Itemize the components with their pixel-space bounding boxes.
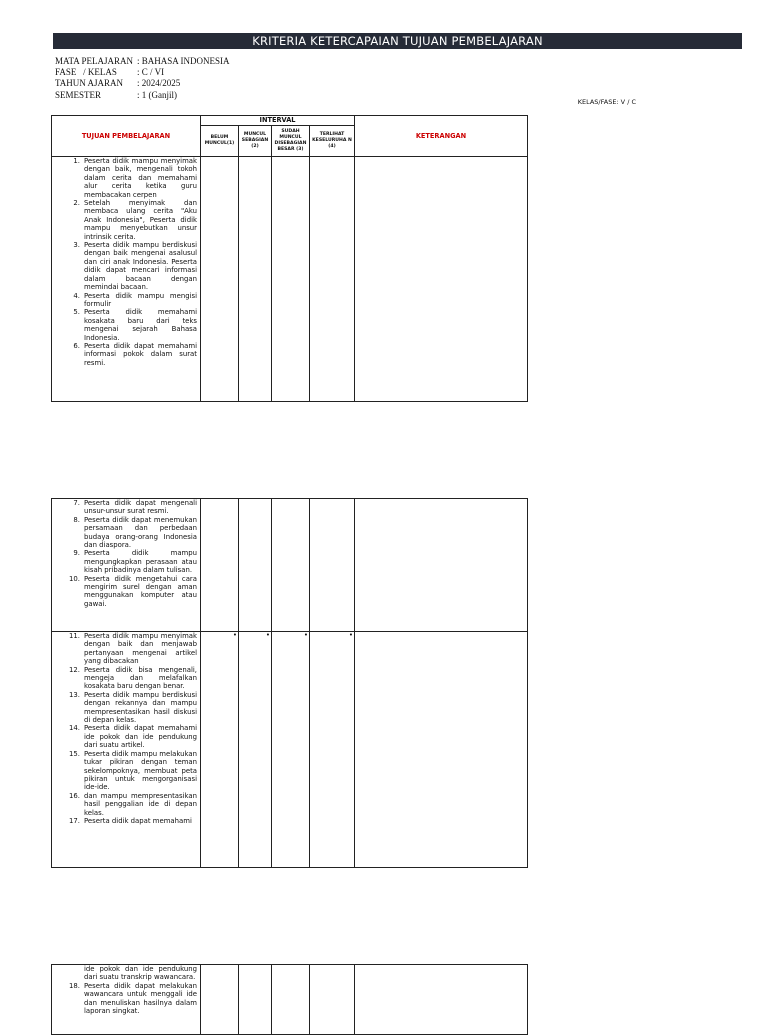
item-text: Peserta didik mampu menyimak dengan baik, mengenali tokoh dalam cerita dan memahami alur cerita ketika guru membacakan cerpen — [84, 157, 197, 199]
item-text: Peserta didik mampu mengungkapkan perasaan atau kisah pribadinya dalam tulisan. — [84, 549, 197, 575]
objectives-list — [52, 157, 200, 367]
list-item — [52, 499, 197, 516]
meta-row-subject — [55, 56, 230, 67]
item-text: Peserta didik mampu berdiskusi dengan rekannya dan mampu mempresentasikan hasil diskusi di depan kelas. — [84, 690, 197, 725]
item-text: Peserta didik dapat memahami — [84, 816, 192, 825]
meta-label: TAHUN AJARAN — [55, 78, 124, 89]
notes-cell[interactable] — [355, 157, 528, 402]
item-text: Peserta didik mengetahui cara mengirim surel dengan aman menggunakan komputer atau gawai. — [84, 574, 197, 608]
list-item — [52, 292, 197, 309]
table-row — [52, 499, 528, 632]
item-number: 16. — [69, 791, 80, 800]
list-item — [52, 308, 197, 342]
objectives-cell — [52, 499, 201, 632]
criteria-table-1 — [51, 115, 528, 402]
score-cell-1[interactable] — [201, 632, 239, 868]
list-item — [52, 241, 197, 291]
score-cell-3[interactable] — [272, 965, 310, 1035]
meta-value: : BAHASA INDONESIA — [137, 56, 230, 66]
item-number: 13. — [69, 690, 80, 699]
item-number: 7. — [73, 499, 80, 507]
meta-label: FASE / KELAS — [55, 67, 117, 78]
objectives-cell — [52, 632, 201, 868]
meta-row-semester — [55, 90, 230, 101]
list-item — [52, 575, 197, 609]
item-text: Peserta didik dapat memahami informasi pokok dalam surat resmi. — [84, 341, 197, 367]
list-item — [52, 817, 197, 825]
item-number: 4. — [73, 291, 80, 300]
item-text: Peserta didik bisa mengenali, mengeja dan melafalkan kosakata baru dengan benar. — [84, 665, 197, 691]
item-number: 2. — [73, 199, 80, 208]
objectives-cell — [52, 965, 201, 1035]
meta-label: MATA PELAJARAN — [55, 56, 134, 66]
table-row — [52, 965, 528, 1035]
document-title-banner — [53, 33, 742, 49]
list-item — [52, 157, 197, 199]
item-number: 8. — [73, 515, 80, 524]
meta-value: : 2024/2025 — [137, 78, 181, 89]
item-text: Peserta didik mampu mengisi formulir — [84, 291, 197, 308]
score-cell-4[interactable] — [310, 157, 355, 402]
score-cell-2[interactable] — [239, 632, 272, 868]
score-cell-2[interactable] — [239, 965, 272, 1035]
score-cell-3[interactable] — [272, 632, 310, 868]
item-text: Setelah menyimak dan membaca ulang cerita "Aku Anak Indonesia", Peserta didik mampu menyebutkan unsur intrinsik cerita. — [84, 199, 197, 241]
item-number: 18. — [69, 981, 80, 990]
header-interval: INTERVAL — [201, 116, 355, 126]
bullet-mark: • — [265, 631, 270, 639]
header-muncul-sebagian: MUNCUL SEBAGIAN (2) — [239, 126, 272, 157]
notes-cell[interactable] — [355, 965, 528, 1035]
score-cell-2[interactable] — [239, 499, 272, 632]
item-number: 9. — [73, 549, 80, 558]
criteria-table-3 — [51, 964, 528, 1035]
bullet-mark: • — [348, 631, 353, 639]
score-cell-2[interactable] — [239, 157, 272, 402]
score-cell-4[interactable] — [310, 632, 355, 868]
list-item — [52, 549, 197, 574]
class-phase-label: KELAS/FASE: V / C — [577, 98, 636, 106]
bullet-mark: • — [303, 631, 308, 639]
item-text: Peserta didik dapat mengenali unsur-unsur surat resmi. — [84, 499, 197, 516]
item-text: Peserta didik mampu melakukan tukar pikiran dengan teman sekelompoknya, membuat peta pikiran untuk mengorganisasi ide-ide. — [84, 749, 197, 792]
meta-info — [55, 56, 230, 101]
meta-label: SEMESTER — [55, 89, 102, 100]
header-terlihat-keseluruhan: TERLIHAT KESELURUHA N (4) — [310, 126, 355, 157]
item-number: 11. — [69, 632, 80, 640]
list-item — [52, 965, 197, 982]
list-item — [52, 724, 197, 749]
item-number: 17. — [69, 816, 80, 825]
meta-value: : C / VI — [137, 67, 165, 78]
item-number: 12. — [69, 665, 80, 674]
score-cell-3[interactable] — [272, 157, 310, 402]
item-text: Peserta didik mampu berdiskusi dengan baik mengenai asalusul dan ciri anak Indonesia. Peserta didik dapat mencari informasi dalam bacaan dengan memindai bacaan. — [84, 241, 197, 292]
bullet-mark: • — [232, 631, 237, 639]
table-row — [52, 157, 528, 402]
meta-value: : 1 (Ganjil) — [137, 89, 177, 100]
list-item — [52, 199, 197, 241]
item-text: ide pokok dan ide pendukung dari suatu transkrip wawancara. — [84, 965, 197, 982]
header-tujuan-pembelajaran: TUJUAN PEMBELAJARAN — [52, 116, 201, 157]
list-item — [52, 750, 197, 792]
list-item — [52, 982, 197, 1016]
objectives-list — [52, 965, 200, 1015]
item-number: 1. — [73, 157, 80, 165]
document-title: KRITERIA KETERCAPAIAN TUJUAN PEMBELAJARAN — [252, 34, 543, 48]
score-cell-1[interactable] — [201, 499, 239, 632]
notes-cell[interactable] — [355, 632, 528, 868]
item-text: Peserta didik dapat memahami ide pokok dan ide pendukung dari suatu artikel. — [84, 724, 197, 750]
score-cell-3[interactable] — [272, 499, 310, 632]
score-cell-1[interactable] — [201, 965, 239, 1035]
item-text: Peserta didik dapat menemukan persamaan dan perbedaan budaya orang-orang Indonesia dan diaspora. — [84, 515, 197, 550]
list-item — [52, 666, 197, 691]
objectives-list — [52, 632, 200, 825]
item-number: 5. — [73, 308, 80, 317]
meta-row-phase — [55, 67, 230, 78]
item-text: dan mampu mempresentasikan hasil penggalian ide di depan kelas. — [84, 791, 197, 817]
item-text: Peserta didik dapat melakukan wawancara untuk menggali ide dan menuliskan hasilnya dalam laporan singkat. — [84, 981, 197, 1016]
header-sudah-muncul: SUDAH MUNCUL DISEBAGIAN BESAR (3) — [272, 126, 310, 157]
list-item — [52, 632, 197, 666]
header-belum-muncul: BELUM MUNCUL(1) — [201, 126, 239, 157]
list-item — [52, 516, 197, 550]
item-number: 15. — [69, 749, 80, 758]
list-item — [52, 792, 197, 817]
item-number — [52, 965, 84, 982]
item-number: 10. — [69, 574, 80, 583]
objectives-list — [52, 499, 200, 608]
item-text: Peserta didik mampu menyimak dengan baik dan menjawab pertanyaan mengenai artikel yang dibacakan — [84, 632, 197, 666]
item-number: 6. — [73, 341, 80, 350]
item-number: 3. — [73, 241, 80, 250]
list-item — [52, 691, 197, 725]
notes-cell[interactable] — [355, 499, 528, 632]
score-cell-1[interactable] — [201, 157, 239, 402]
list-item — [52, 342, 197, 367]
score-cell-4[interactable] — [310, 965, 355, 1035]
header-keterangan: KETERANGAN — [355, 116, 528, 157]
item-text: Peserta didik memahami kosakata baru dari teks mengenai sejarah Bahasa Indonesia. — [84, 308, 197, 342]
meta-row-year — [55, 78, 230, 89]
objectives-cell — [52, 157, 201, 402]
criteria-table-2 — [51, 498, 528, 868]
score-cell-4[interactable] — [310, 499, 355, 632]
table-row — [52, 632, 528, 868]
item-number: 14. — [69, 724, 80, 733]
